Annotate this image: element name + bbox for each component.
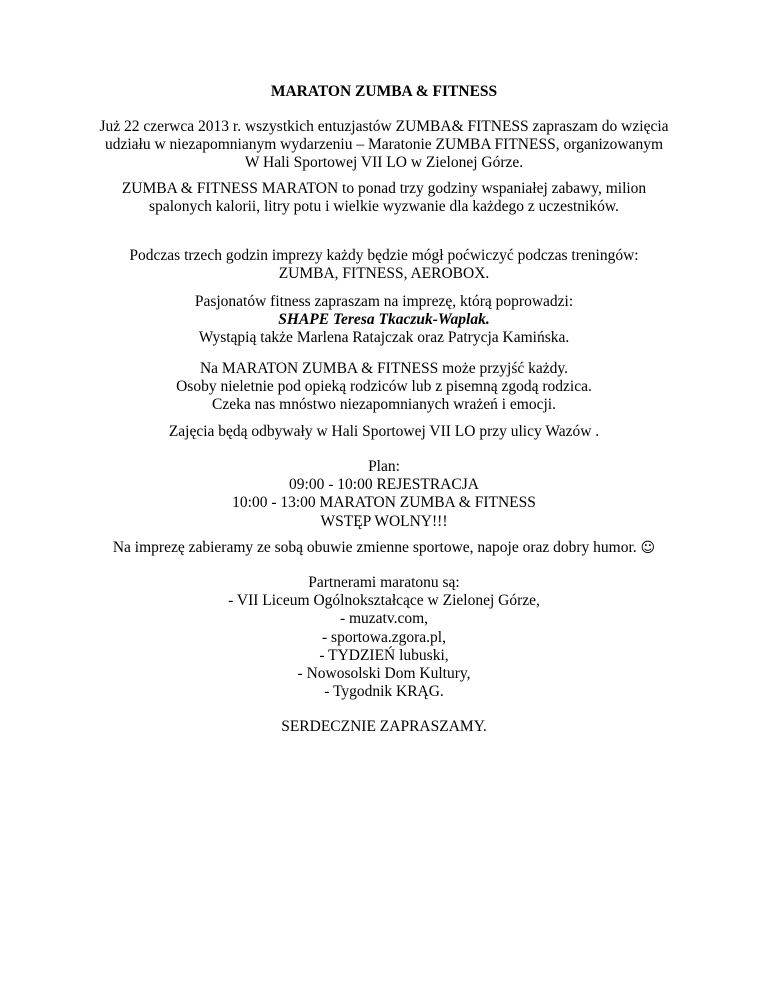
trainings-line: Podczas trzech godzin imprezy każdy będzie mógł poćwiczyć podczas treningów: [129, 247, 639, 264]
description-line: ZUMBA & FITNESS MARATON to ponad trzy godziny wspaniałej zabawy, milion [121, 180, 647, 197]
description-paragraph [60, 180, 708, 216]
intro-line: W Hali Sportowej VII LO w Zielonej Górze. [244, 154, 524, 172]
smiley-icon: ☺ [640, 540, 656, 556]
partners-section [60, 574, 708, 701]
plan-item: WSTĘP WOLNY!!! [320, 512, 448, 530]
bring-text: Na imprezę zabieramy ze sobą obuwie zmienne sportowe, napoje oraz dobry humor. [112, 539, 637, 556]
hosts-guests-line: Wystąpią także Marlena Ratajczak oraz Patrycja Kamińska. [198, 329, 570, 347]
intro-line: Już 22 czerwca 2013 r. wszystkich entuzjastów ZUMBA& FITNESS zapraszam do wzięcia [99, 118, 669, 135]
hosts-paragraph [60, 293, 708, 348]
location-line: Zajęcia będą odbywały w Hali Sportowej VII LO przy ulicy Wazów . [168, 423, 600, 440]
hosts-intro-line: Pasjonatów fitness zapraszam na imprezę, którą poprowadzi: [194, 293, 574, 310]
partner-item: - Nowosolski Dom Kultury, [297, 665, 471, 683]
closing-line: SERDECZNIE ZAPRASZAMY. [281, 718, 487, 735]
plan-item: 10:00 - 13:00 MARATON ZUMBA & FITNESS [232, 494, 536, 512]
partners-heading: Partnerami maratonu są: [308, 574, 460, 591]
location-paragraph [60, 423, 708, 441]
trainings-line: ZUMBA, FITNESS, AEROBOX. [278, 265, 490, 283]
bring-paragraph [60, 539, 708, 557]
bring-line [60, 539, 708, 557]
partner-item: - VII Liceum Ogólnokształcące w Zielonej Górze, [228, 592, 540, 610]
trainings-paragraph [60, 247, 708, 283]
partner-item: - Tygodnik KRĄG. [324, 683, 444, 701]
intro-paragraph [60, 118, 708, 173]
participation-line: Na MARATON ZUMBA & FITNESS może przyjść każdy. [199, 360, 569, 377]
plan-heading: Plan: [368, 458, 400, 475]
plan-section [60, 458, 708, 531]
closing-paragraph [60, 718, 708, 736]
featured-host: SHAPE Teresa Tkaczuk-Waplak. [278, 311, 490, 329]
title-text: MARATON ZUMBA & FITNESS [270, 83, 498, 100]
page-title [60, 83, 708, 101]
partner-item: - TYDZIEŃ lubuski, [319, 646, 449, 664]
participation-line: Osoby nieletnie pod opieką rodziców lub z pisemną zgodą rodzica. [176, 378, 592, 396]
partner-item: - sportowa.zgora.pl, [322, 628, 446, 646]
plan-item: 09:00 - 10:00 REJESTRACJA [289, 476, 479, 494]
participation-paragraph [60, 360, 708, 415]
intro-line: udziału w niezapomnianym wydarzeniu – Maratonie ZUMBA FITNESS, organizowanym [104, 136, 664, 154]
description-line: spalonych kalorii, litry potu i wielkie wyzwanie dla każdego z uczestników. [149, 198, 619, 216]
participation-line: Czeka nas mnóstwo niezapomnianych wrażeń i emocji. [212, 396, 556, 414]
partner-item: - muzatv.com, [339, 610, 429, 628]
